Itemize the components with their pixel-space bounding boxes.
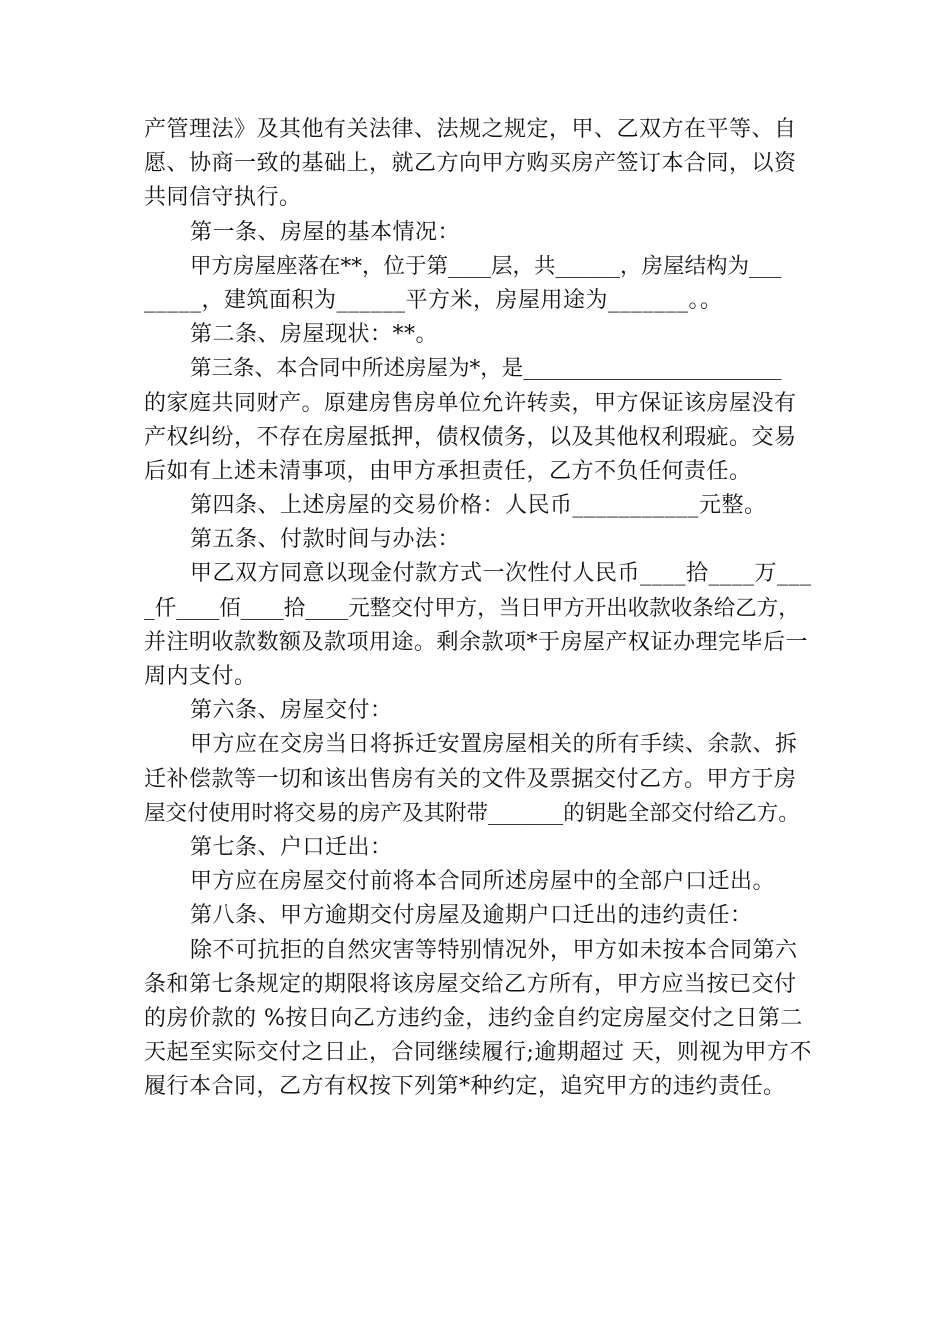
article-1-heading: 第一条、房屋的基本情况： bbox=[190, 219, 461, 245]
article-6-heading: 第六条、房屋交付： bbox=[190, 698, 393, 724]
text-line: 甲方应在房屋交付前将本合同所述房屋中的全部户口迁出。 bbox=[190, 869, 776, 895]
text-line: 的家庭共同财产。原建房售房单位允许转卖，甲方保证该房屋没有 bbox=[144, 390, 797, 416]
text-line: _____，建筑面积为______平方米，房屋用途为_______。。 bbox=[144, 287, 723, 313]
text-line: 后如有上述未清事项，由甲方承担责任，乙方不负任何责任。 bbox=[144, 458, 752, 484]
text-line: 甲方应在交房当日将拆迁安置房屋相关的所有手续、余款、拆 bbox=[190, 732, 798, 758]
article-2-heading: 第二条、房屋现状：**。 bbox=[190, 322, 439, 348]
article-7-heading: 第七条、户口迁出： bbox=[190, 834, 393, 860]
article-3-heading: 第三条、本合同中所述房屋为*，是________________________ bbox=[190, 356, 782, 382]
text-line: 履行本合同，乙方有权按下列第*种约定，追究甲方的违约责任。 bbox=[144, 1074, 786, 1100]
text-line: 迁补偿款等一切和该出售房有关的文件及票据交付乙方。甲方于房 bbox=[144, 766, 797, 792]
contract-body bbox=[144, 113, 812, 1104]
text-line: 愿、协商一致的基础上，就乙方向甲方购买房产签订本合同，以资 bbox=[144, 151, 797, 177]
text-line: 共同信守执行。 bbox=[144, 185, 302, 211]
text-line: 产权纠纷，不存在房屋抵押，债权债务，以及其他权利瑕疵。交易 bbox=[144, 424, 797, 450]
article-8-heading: 第八条、甲方逾期交付房屋及逾期户口迁出的违约责任： bbox=[190, 903, 753, 929]
text-line: 产管理法》及其他有关法律、法规之规定，甲、乙双方在平等、自 bbox=[144, 117, 797, 142]
text-line: 甲方房屋座落在**，位于第____层，共______，房屋结构为___ bbox=[190, 253, 782, 279]
article-5-heading: 第五条、付款时间与办法： bbox=[190, 527, 461, 553]
text-line: 并注明收款数额及款项用途。剩余款项*于房屋产权证办理完毕后一 bbox=[144, 629, 809, 655]
text-line: 条和第七条规定的期限将该房屋交给乙方所有，甲方应当按已交付 bbox=[144, 971, 797, 997]
text-line: 屋交付使用时将交易的房产及其附带_______的钥匙全部交付给乙方。 bbox=[144, 800, 800, 826]
text-line: 天起至实际交付之日止，合同继续履行;逾期超过 天，则视为甲方不 bbox=[144, 1040, 812, 1066]
text-line: _仟____佰____拾____元整交付甲方，当日甲方开出收款收条给乙方， bbox=[144, 595, 800, 621]
article-4-heading: 第四条、上述房屋的交易价格：人民币___________元整。 bbox=[190, 493, 767, 519]
text-line: 甲乙双方同意以现金付款方式一次性付人民币____拾____万___ bbox=[190, 561, 812, 587]
text-line: 的房价款的 %按日向乙方违约金，违约金自约定房屋交付之日第二 bbox=[144, 1005, 803, 1031]
text-line: 周内支付。 bbox=[144, 664, 257, 689]
text-line: 除不可抗拒的自然灾害等特别情况外，甲方如未按本合同第六 bbox=[190, 937, 798, 963]
